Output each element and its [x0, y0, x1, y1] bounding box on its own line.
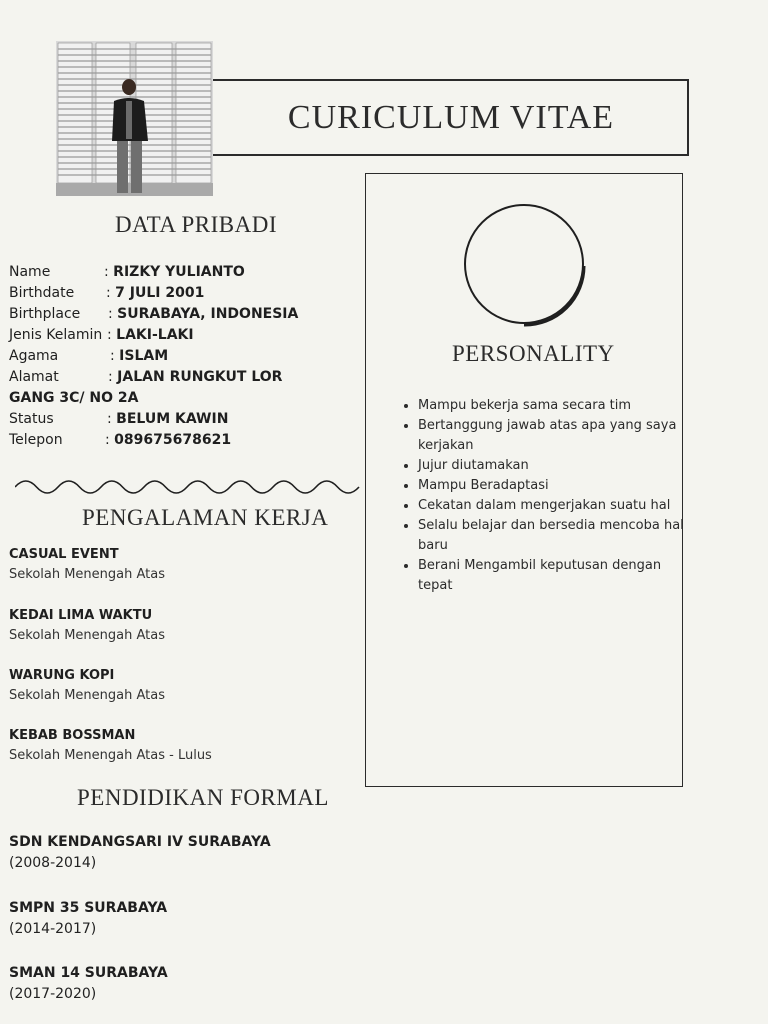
list-item: • Selalu belajar dan bersedia mencoba hal baru [418, 516, 698, 556]
personality-list [400, 396, 698, 596]
education-school: SDN KENDANGSARI IV SURABAYA [9, 834, 271, 850]
field-name: Name : RIZKY YULIANTO [9, 264, 245, 280]
experience-subtitle: Sekolah Menengah Atas - Lulus [9, 748, 212, 763]
education-school: SMPN 35 SURABAYA [9, 900, 168, 916]
list-item: • Mampu Beradaptasi [418, 476, 698, 496]
experience-title: KEBAB BOSSMAN [9, 728, 136, 743]
experience-subtitle: Sekolah Menengah Atas [9, 567, 165, 582]
list-item: • Mampu bekerja sama secara tim [418, 396, 698, 416]
field-alamat-line2: GANG 3C/ NO 2A [9, 390, 139, 406]
education-school: SMAN 14 SURABAYA [9, 965, 168, 981]
pengalaman-heading: PENGALAMAN KERJA [82, 505, 329, 530]
list-item: • Cekatan dalam mengerjakan suatu hal [418, 496, 698, 516]
page-title: CURICULUM VITAE [287, 98, 615, 136]
experience-title: KEDAI LIMA WAKTU [9, 608, 153, 623]
field-jenis-kelamin: Jenis Kelamin : LAKI-LAKI [9, 327, 194, 343]
pendidikan-heading: PENDIDIKAN FORMAL [77, 785, 329, 810]
personality-heading: PERSONALITY [452, 341, 615, 366]
experience-subtitle: Sekolah Menengah Atas [9, 688, 165, 703]
education-years: (2017-2020) [9, 986, 97, 1002]
data-pribadi-heading: DATA PRIBADI [115, 212, 277, 237]
education-years: (2014-2017) [9, 921, 97, 937]
field-status: Status : BELUM KAWIN [9, 411, 229, 427]
list-item: • Bertanggung jawab atas apa yang saya kerjakan [418, 416, 698, 456]
circle-ornament [458, 204, 592, 328]
field-alamat: Alamat : JALAN RUNGKUT LOR [9, 369, 283, 385]
list-item: • Jujur diutamakan [418, 456, 698, 476]
field-birthdate: Birthdate : 7 JULI 2001 [9, 285, 205, 301]
profile-photo [56, 41, 213, 196]
field-agama: Agama : ISLAM [9, 348, 169, 364]
field-telepon: Telepon : 089675678621 [9, 432, 232, 448]
wave-divider [15, 478, 361, 496]
experience-title: WARUNG KOPI [9, 668, 115, 683]
education-years: (2008-2014) [9, 855, 97, 871]
experience-subtitle: Sekolah Menengah Atas [9, 628, 165, 643]
experience-title: CASUAL EVENT [9, 547, 119, 562]
list-item: • Berani Mengambil keputusan dengan tepat [418, 556, 698, 596]
field-birthplace: Birthplace : SURABAYA, INDONESIA [9, 306, 299, 322]
